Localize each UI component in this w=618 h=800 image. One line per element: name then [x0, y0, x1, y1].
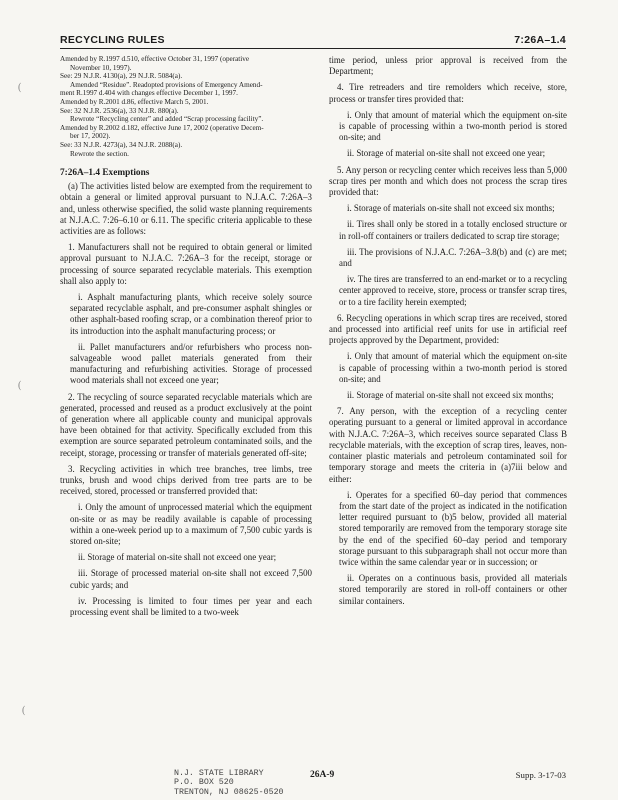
page-number: 26A-9 — [310, 770, 335, 780]
stamp-line: P.O. BOX 520 — [174, 778, 234, 788]
paragraph: ii. Tires shall only be stored in a totally enclosed structure or in roll-off containers or trailers dedicated to scrap tire storage; — [339, 219, 567, 241]
section-title: 7:26A–1.4 Exemptions — [60, 168, 150, 179]
history-line: Amended “Residue”. Readopted provisions of Emergency Amend- — [70, 80, 263, 89]
history-line: See: 33 N.J.R. 4273(a), 34 N.J.R. 2088(a). — [60, 140, 183, 149]
history-line: November 10, 1997). — [70, 63, 132, 72]
history-line: Amended by R.2002 d.182, effective June 17, 2002 (operative Decem- — [60, 123, 264, 132]
history-line: Amended by R.2001 d.86, effective March 5, 2001. — [60, 97, 209, 106]
left-body — [60, 181, 312, 618]
right-body — [329, 55, 567, 607]
history-line: Rewrote the section. — [70, 149, 129, 158]
left-column — [60, 55, 312, 623]
paragraph: 5. Any person or recycling center which receives less than 5,000 scrap tires per month and which does not process the scrap tires provided that: — [329, 164, 567, 198]
paragraph: i. Only that amount of material which the equipment on-site is capable of processing within a two-month period is stored on-site; and — [339, 351, 567, 384]
paragraph: iii. Storage of processed material on-site shall not exceed 7,500 cubic yards; and — [70, 568, 312, 590]
history-line: ment R.1997 d.404 with changes effective December 1, 1997. — [60, 89, 238, 98]
binder-hole-mark: ( — [22, 705, 26, 716]
history-notes — [60, 55, 312, 158]
page-footer — [60, 769, 566, 797]
paragraph: ii. Pallet manufacturers and/or refurbishers who process non-salvageable wood pallet materials generated from their manufacturing and refurbishing activities. Storage of processed wood materials shall not exceed one year; — [70, 341, 312, 386]
paragraph: ii. Storage of material on-site shall not exceed one year; — [78, 552, 277, 563]
paragraph: 6. Recycling operations in which scrap tires are received, stored and processed into artificial reef units for use in artificial reef projects approved by the Department, provided: — [329, 312, 567, 346]
library-stamp — [174, 769, 284, 797]
paragraph: i. Only the amount of unprocessed material which the equipment on-site or as may be readily available is capable of processing within a one-week period up to a maximum of 7,500 cubic yards is stored on-site; — [70, 502, 312, 547]
supplement-date: Supp. 3-17-03 — [515, 770, 566, 780]
paragraph: time period, unless prior approval is received from the Department; — [329, 55, 567, 77]
paragraph: 7. Any person, with the exception of a recycling center operating pursuant to a general or limited approval in accordance with N.J.A.C. 7:26A–3, which receives source separated Class B recyclable materials, with the exception of scrap tires, leaves, non-container plastic materials and petroleum contaminated soil for temporary storage and meets the criteria in (a)7iii below and either: — [329, 406, 567, 484]
history-line: Amended by R.1997 d.510, effective October 31, 1997 (operative — [60, 55, 250, 63]
history-line: ber 17, 2002). — [70, 132, 111, 141]
right-column — [329, 55, 567, 612]
paragraph: iv. The tires are transferred to an end-market or to a recycling center approved to receive, store, process or transfer scrap tires, or to a tire facility herein exempted; — [339, 274, 567, 307]
binder-hole-mark: ( — [18, 82, 22, 93]
paragraph: 2. The recycling of source separated recyclable materials which are generated, processed and reused as a product exclusively at the point of generation where all applicable county and municipal approvals have been obtained for that activity. Specifically excluded from this exemption are source separated petroleum contaminated soils, and the receipt, storage, processing or transfer of materials generated off-site; — [60, 391, 312, 458]
paragraph: i. Asphalt manufacturing plants, which receive solely source separated recyclable asphalt, and pre-consumer asphalt shingles or other asphalt-based roofing scrap, or a combination thereof prior to its introduction into the asphalt manufacturing process; or — [70, 291, 312, 336]
binder-hole-mark: ( — [18, 380, 22, 391]
paragraph: 4. Tire retreaders and tire remolders which receive, store, process or transfer tires provided that: — [329, 82, 567, 104]
stamp-line: N.J. STATE LIBRARY — [174, 769, 264, 778]
running-header — [60, 30, 566, 49]
paragraph: 1. Manufacturers shall not be required to obtain general or limited approval pursuant to N.J.A.C. 7:26A–3 for the receipt, storage or processing of source separated recyclable materials. This exemption shall also apply to: — [60, 242, 312, 286]
paragraph: ii. Operates on a continuous basis, provided all materials stored temporarily are stored in roll-off containers or other similar containers. — [339, 573, 567, 606]
paragraph: iii. The provisions of N.J.A.C. 7:26A–3.8(b) and (c) are met; and — [339, 246, 567, 269]
paragraph: i. Operates for a specified 60–day period that commences from the start date of the project as indicated in the notification letter required pursuant to (b)5 below, provided all material stored temporarily are removed from the temporary storage site by the end of the specified 60–day period and temporary storage pursuant to this subparagraph shall not occur more than twice within the same calendar year or in succession; or — [339, 489, 567, 567]
paragraph: (a) The activities listed below are exempted from the requirement to obtain a general or limited approval pursuant to N.J.A.C. 7:26A–3 and, unless otherwise specified, the solid waste planning requirements at N.J.A.C. 7:26–6.10 or 6.11. The specific criteria applicable to these activities are as follows: — [60, 181, 312, 236]
stamp-line: TRENTON, NJ 08625-0520 — [174, 787, 284, 797]
header-section: 7:26A–1.4 — [514, 34, 566, 46]
paragraph: iv. Processing is limited to four times per year and each processing event shall be limited to a two-week — [70, 595, 312, 618]
history-line: See: 29 N.J.R. 4130(a), 29 N.J.R. 5084(a). — [60, 72, 183, 81]
history-line: Rewrote “Recycling center” and added “Scrap processing facility”. — [70, 115, 264, 124]
paragraph: i. Storage of materials on-site shall not exceed six months; — [347, 203, 555, 214]
paragraph: i. Only that amount of material which the equipment on-site is capable of processing within a two-month period is stored on-site; and — [339, 109, 567, 143]
paragraph: ii. Storage of material on-site shall not exceed one year; — [347, 148, 546, 159]
history-line: See: 32 N.J.R. 2536(a), 33 N.J.R. 880(a). — [60, 106, 179, 115]
paragraph: ii. Storage of material on-site shall not exceed six months; — [347, 390, 554, 401]
paragraph: 3. Recycling activities in which tree branches, tree limbs, tree trunks, brush and wood chips derived from tree parts are to be received, stored, processed or transferred provided that: — [60, 463, 312, 497]
header-title: RECYCLING RULES — [60, 34, 165, 46]
